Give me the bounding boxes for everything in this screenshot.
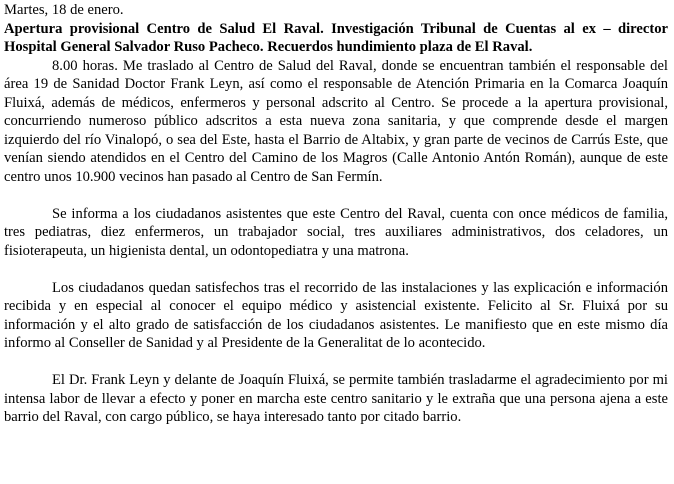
entry-headline: Apertura provisional Centro de Salud El Raval. Investigación Tribunal de Cuentas al ex – director Hospital General Salvador Ruso Pacheco. Recuerdos hundimiento plaza de El Raval. [4,20,668,55]
paragraph-spacer [4,260,668,279]
paragraph-spacer [4,186,668,205]
paragraph-staff: Se informa a los ciudadanos asistentes que este Centro del Raval, cuenta con once médicos de familia, tres pediatras, diez enfermeros, un trabajador social, tres auxiliares administrativos, dos celadores, un fisioterapeuta, un higienista dental, un odontopediatra y una matrona. [4,205,668,259]
document-page [4,1,668,427]
entry-date: Martes, 18 de enero. [4,2,124,18]
paragraph-opening: 8.00 horas. Me traslado al Centro de Salud del Raval, donde se encuentran también el responsable del área 19 de Sanidad Doctor Frank Leyn, así como el responsable de Atención Primaria en la Comarca Joaquín Fluixá, además de médicos, enfermeros y personal adscrito al Centro. Se procede a la apertura provisional, concurriendo numeroso público adscritos a esta nueva zona sanitaria, y que comprende desde el margen izquierdo del río Vinalopó, o sea del Este, hasta el Barrio de Altabix, y gran parte de vecinos de Carrús Este, que venían siendo atendidos en el Centro del Camino de los Magros (Calle Antonio Antón Román), aunque de este centro unos 10.900 vecinos han pasado al Centro de San Fermín. [4,57,668,185]
paragraph-satisfaction: Los ciudadanos quedan satisfechos tras el recorrido de las instalaciones y las explicación e información recibida y en especial al conocer el equipo médico y asistencial existente. Felicito al Sr. Fluixá por su información y el alto grado de satisfacción de los ciudadanos asistentes. Le manifiesto que en este mismo día informo al Conseller de Sanidad y al Presidente de la Generalitat de lo acontecido. [4,279,668,351]
paragraph-gratitude: El Dr. Frank Leyn y delante de Joaquín Fluixá, se permite también trasladarme el agradecimiento por mi intensa labor de llevar a efecto y poner en marcha este centro sanitario y le extraña que una persona ajena a este barrio del Raval, con cargo público, se haya interesado tanto por citado barrio. [4,372,668,425]
paragraph-spacer [4,353,668,372]
